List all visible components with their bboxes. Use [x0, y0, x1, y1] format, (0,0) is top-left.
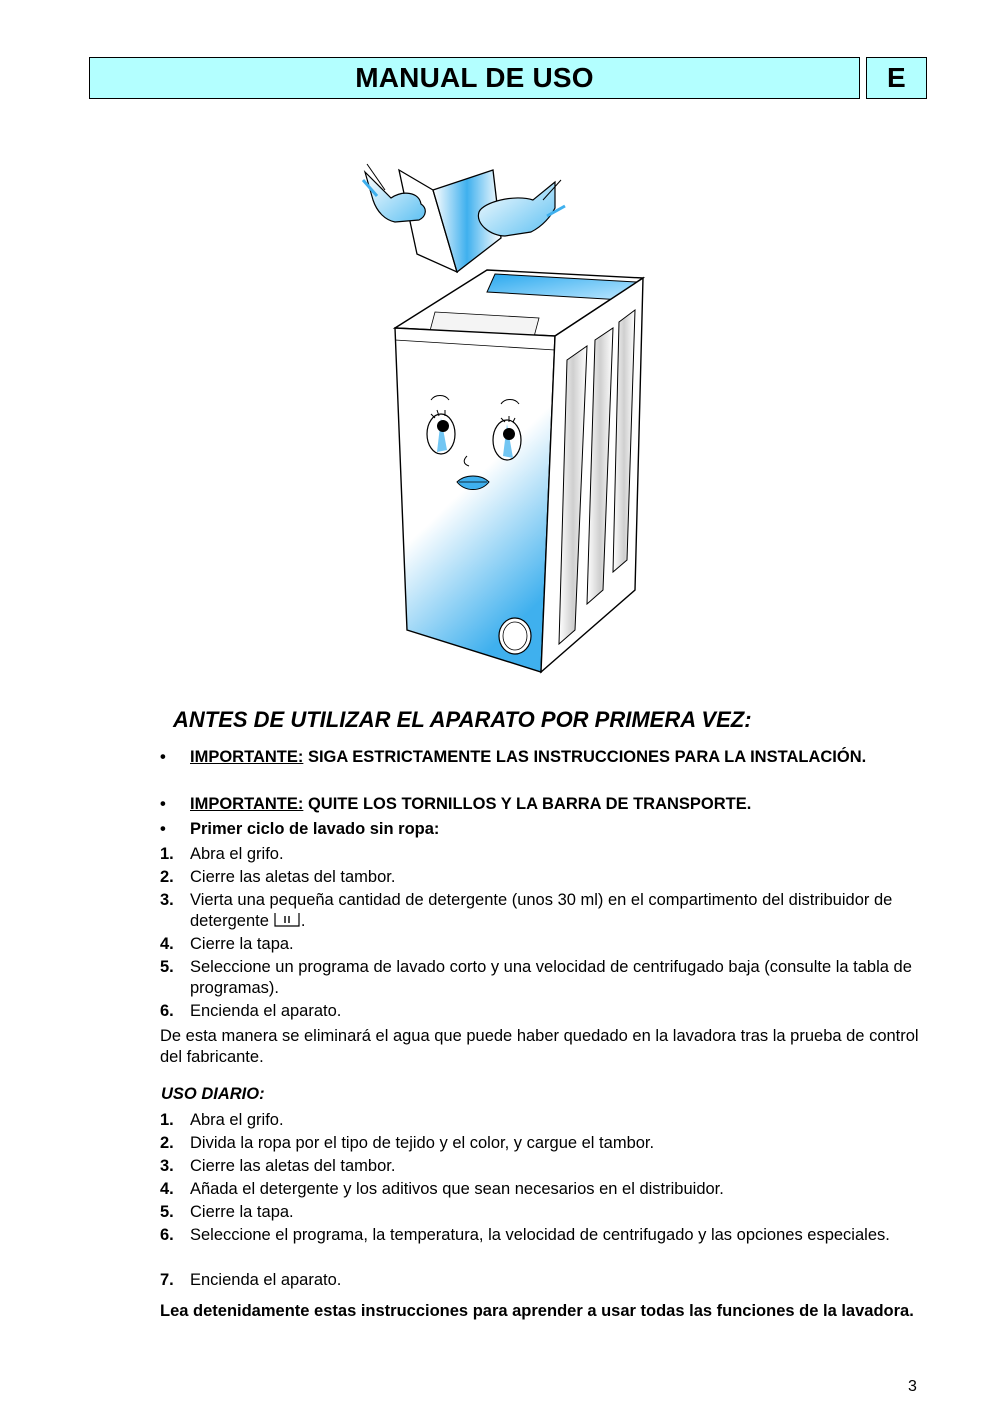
list-item	[160, 1179, 920, 1200]
step-number: 6.	[160, 1226, 174, 1244]
important-label: IMPORTANTE:	[190, 748, 304, 766]
important-label: IMPORTANTE:	[190, 795, 304, 813]
step-text: Añada el detergente y los aditivos que sean necesarios en el distribuidor.	[190, 1180, 724, 1198]
list-item	[160, 867, 920, 888]
bullet-marker: •	[160, 748, 166, 766]
step-number: 4.	[160, 1180, 174, 1198]
step-number: 1.	[160, 1111, 174, 1129]
step-suffix: .	[300, 912, 306, 930]
closing-paragraph: Lea detenidamente estas instrucciones para aprender a usar todas las funciones de la lavadora.	[160, 1302, 914, 1320]
section-heading: ANTES DE UTILIZAR EL APARATO POR PRIMERA VEZ:	[173, 707, 752, 732]
list-item	[160, 1202, 920, 1223]
step-number: 1.	[160, 845, 174, 863]
bullet-text: Primer ciclo de lavado sin ropa:	[190, 820, 440, 838]
step-number: 2.	[160, 1134, 174, 1152]
list-item	[160, 1110, 920, 1131]
step-text: Cierre las aletas del tambor.	[190, 868, 396, 886]
manual-title-box	[89, 57, 860, 99]
list-item	[160, 1156, 920, 1177]
step-number: 6.	[160, 1002, 174, 1020]
step-number: 5.	[160, 1203, 174, 1221]
list-item	[160, 890, 920, 932]
step-number: 5.	[160, 958, 174, 976]
step-number: 3.	[160, 891, 174, 909]
list-item	[160, 1270, 920, 1291]
list-item	[160, 1001, 920, 1022]
step-text: Seleccione el programa, la temperatura, la velocidad de centrifugado y las opciones especiales.	[190, 1226, 890, 1244]
list-item	[160, 1225, 920, 1246]
step-number: 3.	[160, 1157, 174, 1175]
bullet-marker: •	[160, 820, 166, 838]
bullet-item	[160, 747, 920, 768]
daily-use-heading: USO DIARIO:	[161, 1085, 265, 1103]
language-code-box	[866, 57, 927, 99]
list-item	[160, 844, 920, 865]
note-paragraph: De esta manera se eliminará el agua que puede haber quedado en la lavadora tras la prueba de control del fabricante.	[160, 1027, 919, 1066]
step-text: Divida la ropa por el tipo de tejido y el color, y cargue el tambor.	[190, 1134, 655, 1152]
step-text: Abra el grifo.	[190, 1111, 284, 1129]
language-code: E	[887, 62, 906, 93]
list-item	[160, 957, 920, 999]
step-text: Abra el grifo.	[190, 845, 284, 863]
step-text: Encienda el aparato.	[190, 1271, 342, 1289]
washing-machine-with-manual-illustration	[355, 150, 655, 680]
bullet-marker: •	[160, 795, 166, 813]
detergent-compartment-icon	[273, 912, 301, 929]
manual-title: MANUAL DE USO	[355, 62, 594, 93]
step-text: Seleccione un programa de lavado corto y una velocidad de centrifugado baja (consulte la tabla de programas).	[190, 958, 912, 997]
bullet-item	[160, 819, 920, 840]
step-number: 4.	[160, 935, 174, 953]
bullet-text: QUITE LOS TORNILLOS Y LA BARRA DE TRANSPORTE.	[303, 795, 752, 813]
bullet-text: SIGA ESTRICTAMENTE LAS INSTRUCCIONES PARA LA INSTALACIÓN.	[303, 748, 867, 766]
list-item	[160, 1133, 920, 1154]
bullet-item	[160, 794, 920, 815]
step-text: Cierre la tapa.	[190, 935, 294, 953]
step-number: 7.	[160, 1271, 174, 1289]
page-number: 3	[908, 1378, 917, 1395]
step-number: 2.	[160, 868, 174, 886]
step-text: Cierre las aletas del tambor.	[190, 1157, 396, 1175]
step-text: Cierre la tapa.	[190, 1203, 294, 1221]
list-item	[160, 934, 920, 955]
step-text: Vierta una pequeña cantidad de detergente (unos 30 ml) en el compartimento del distribuidor de detergente	[190, 891, 893, 930]
step-text: Encienda el aparato.	[190, 1002, 342, 1020]
